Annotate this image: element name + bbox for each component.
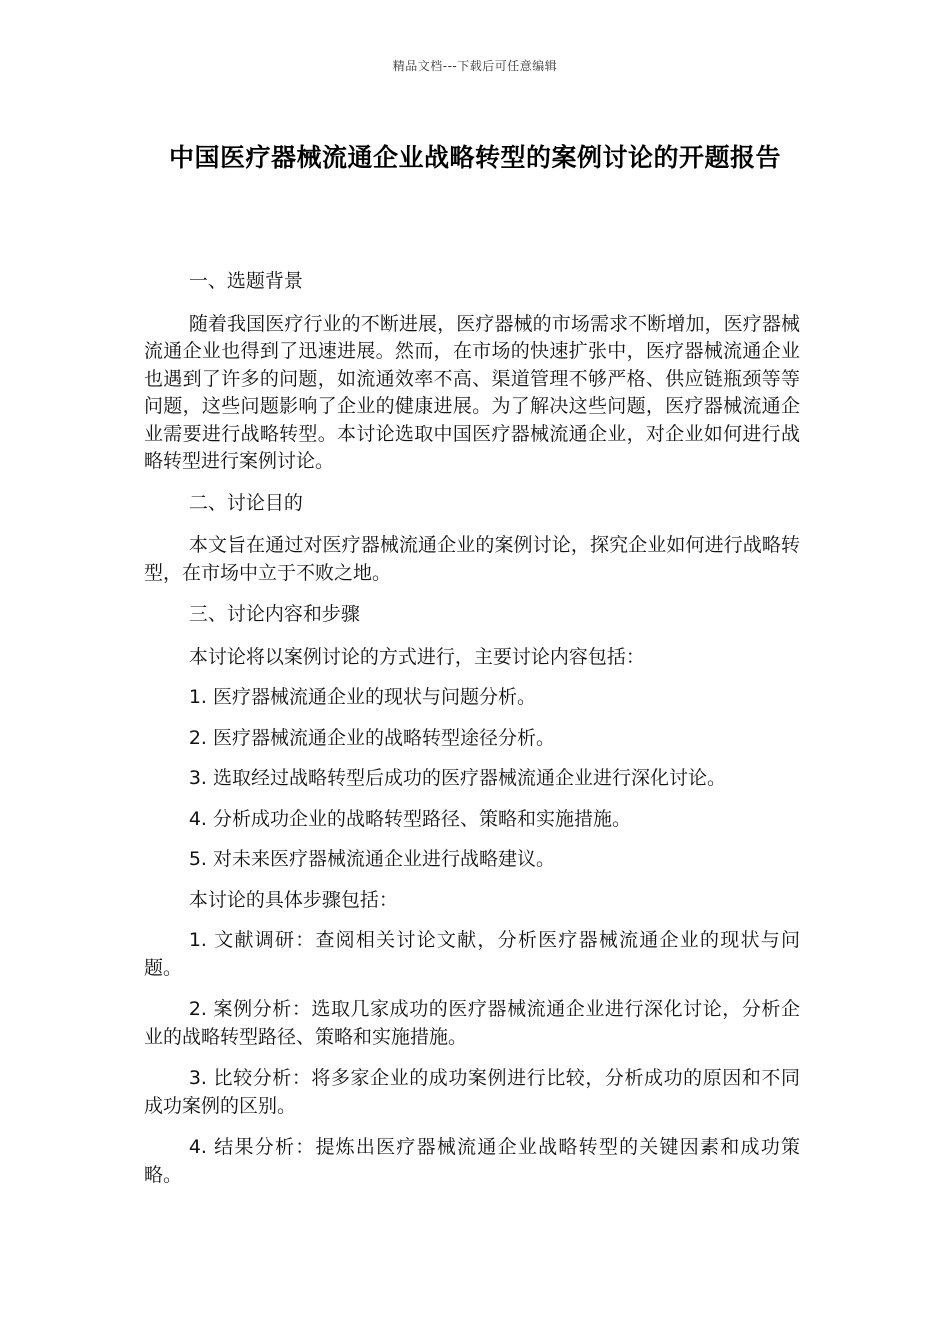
steps-list-item: 1. 文献调研：查阅相关讨论文献，分析医疗器械流通企业的现状与问题。 bbox=[144, 929, 800, 979]
paragraph-purpose: 本文旨在通过对医疗器械流通企业的案例讨论，探究企业如何进行战略转型，在市场中立于不败之地。 bbox=[144, 534, 800, 584]
steps-list-item: 3. 比较分析：将多家企业的成功案例进行比较，分析成功的原因和不同成功案例的区别。 bbox=[144, 1067, 800, 1117]
header-note: 精品文档---下载后可任意编辑 bbox=[392, 59, 558, 73]
paragraph-steps-intro: 本讨论的具体步骤包括： bbox=[188, 888, 398, 911]
content-list-item: 2. 医疗器械流通企业的战略转型途径分析。 bbox=[188, 726, 555, 749]
section-heading-background: 一、选题背景 bbox=[188, 270, 303, 292]
document-title: 中国医疗器械流通企业战略转型的案例讨论的开题报告 bbox=[168, 143, 781, 172]
content-list-item: 1. 医疗器械流通企业的现状与问题分析。 bbox=[188, 686, 536, 708]
paragraph-content-intro: 本讨论将以案例讨论的方式进行，主要讨论内容包括： bbox=[188, 645, 645, 668]
steps-list-item: 2. 案例分析：选取几家成功的医疗器械流通企业进行深化讨论，分析企业的战略转型路径、策略和实施措施。 bbox=[144, 998, 800, 1048]
paragraph-background: 随着我国医疗行业的不断进展，医疗器械的市场需求不断增加，医疗器械流通企业也得到了迅速进展。然而，在市场的快速扩张中，医疗器械流通企业也遇到了许多的问题，如流通效率不高、渠道管理不够严格、供应链瓶颈等等问题，这些问题影响了企业的健康进展。为了解决这些问题，医疗器械流通企业需要进行战略转型。本讨论选取中国医疗器械流通企业，对企业如何进行战略转型进行案例讨论。 bbox=[144, 312, 800, 472]
section-heading-content: 三、讨论内容和步骤 bbox=[188, 603, 360, 625]
content-list-item: 5. 对未来医疗器械流通企业进行战略建议。 bbox=[188, 848, 555, 870]
content-list-item: 3. 选取经过战略转型后成功的医疗器械流通企业进行深化讨论。 bbox=[188, 767, 726, 789]
steps-list-item: 4. 结果分析：提炼出医疗器械流通企业战略转型的关键因素和成功策略。 bbox=[144, 1136, 800, 1186]
content-list-item: 4. 分析成功企业的战略转型路径、策略和实施措施。 bbox=[188, 807, 631, 830]
document-body bbox=[144, 268, 800, 1203]
section-heading-purpose: 二、讨论目的 bbox=[188, 491, 303, 514]
